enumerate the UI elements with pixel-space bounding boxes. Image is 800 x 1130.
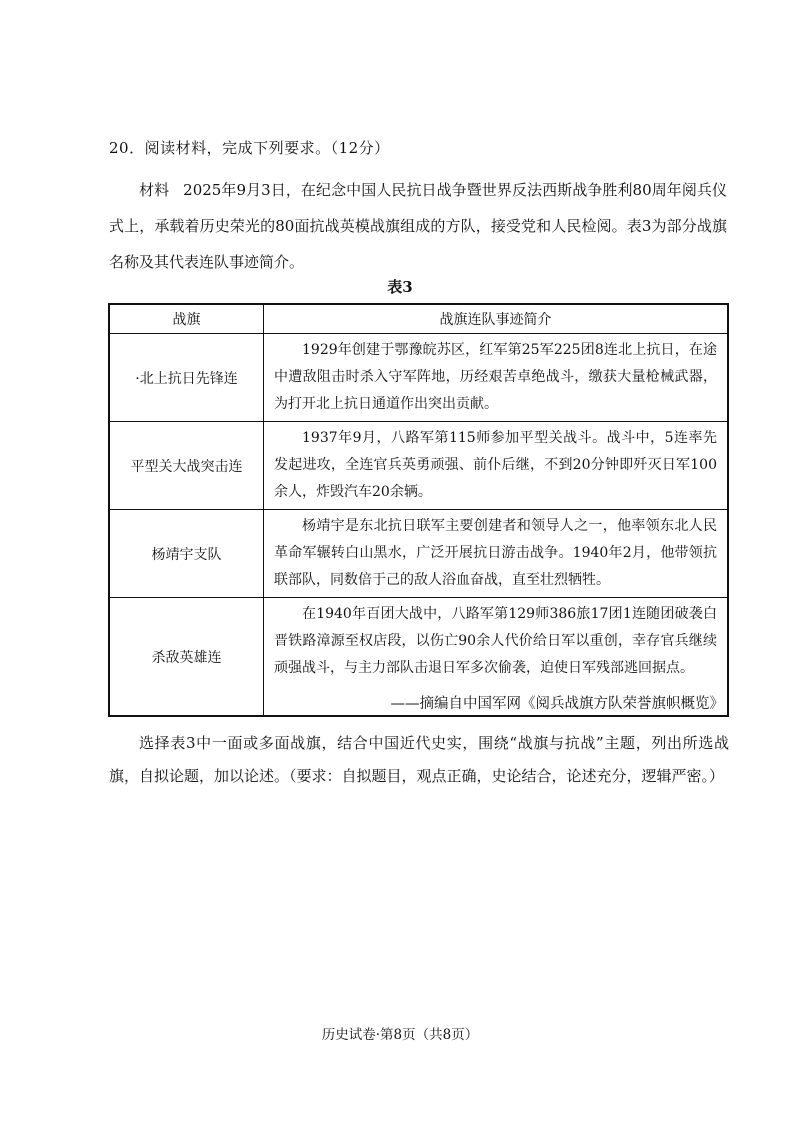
header-desc: 战旗连队事迹简介 — [264, 304, 729, 334]
flag-name: 杨靖宇支队 — [109, 510, 264, 598]
table-caption: 表3 — [387, 278, 413, 296]
material-paragraph — [109, 172, 727, 280]
table-row — [109, 334, 728, 422]
page-footer: 历史试卷·第8页（共8页） — [321, 1027, 479, 1043]
flag-table — [108, 303, 729, 717]
flag-desc: 1937年9月，八路军第115师参加平型关战斗。战斗中，5连率先发起进攻，全连官兵英勇顽强、前仆后继，不到20分钟即歼灭日军100余人，炸毁汽车20余辆。 — [264, 422, 729, 510]
material-label: 材料 — [139, 181, 170, 199]
table-header-row — [109, 304, 728, 334]
header-flag: 战旗 — [109, 304, 264, 334]
table-source: ——摘编自中国军网《阅兵战旗方队荣誉旗帜概览》 — [390, 696, 724, 712]
flag-name: 平型关大战突击连 — [109, 422, 264, 510]
flag-desc: 杨靖宇是东北抗日联军主要创建者和领导人之一，他率领东北人民革命军辗转白山黑水，广泛开展抗日游击战争。1940年2月，他带领抗联部队，同数倍于己的敌人浴血奋战，直至壮烈牺牲。 — [264, 510, 729, 598]
question-prompt: 选择表3中一面或多面战旗，结合中国近代史实，围绕“战旗与抗战”主题，列出所选战旗，自拟论题，加以论述。（要求：自拟题目，观点正确，史论结合，论述充分，逻辑严密。） — [109, 734, 729, 785]
flag-name: 杀敌英雄连 — [109, 598, 264, 717]
question-title: 20．阅读材料，完成下列要求。（12分） — [109, 139, 390, 157]
material-text: 2025年9月3日，在纪念中国人民抗日战争暨世界反法西斯战争胜利80周年阅兵仪式上，承载着历史荣光的80面抗战英模战旗组成的方队，接受党和人民检阅。表3为部分战旗名称及其代表连队事迹简介。 — [109, 181, 727, 271]
table-row — [109, 422, 728, 510]
flag-name: ·北上抗日先锋连 — [109, 334, 264, 422]
table-row — [109, 510, 728, 598]
flag-desc: 1929年创建于鄂豫皖苏区，红军第25军225团8连北上抗日，在途中遭敌阻击时杀入守军阵地，历经艰苦卓绝战斗，缴获大量枪械武器，为打开北上抗日通道作出突出贡献。 — [264, 334, 729, 422]
flag-desc: 在1940年百团大战中，八路军第129师386旅17团1连随团破袭白晋铁路漳源至权店段，以伤亡90余人代价给日军以重创，幸存官兵继续顽强战斗，与主力部队击退日军多次偷袭，迫使日军残部逃回据点。 — [264, 598, 729, 717]
